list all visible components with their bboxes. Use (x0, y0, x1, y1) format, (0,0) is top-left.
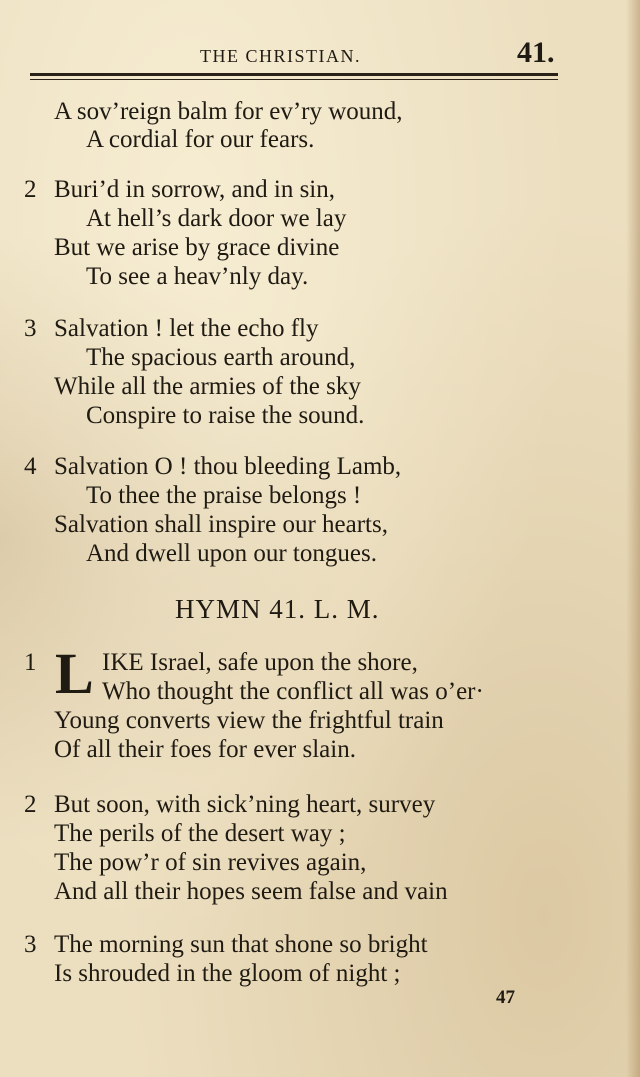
verse-line: Salvation ! let the echo fly (54, 315, 319, 342)
verse-line: To see a heav’nly day. (86, 263, 309, 290)
stanza-number: 3 (24, 931, 37, 958)
verse-line: But we arise by grace divine (54, 234, 340, 261)
verse-line: And all their hopes seem false and vain (54, 878, 448, 905)
verse-line: But soon, with sick’ning heart, survey (54, 791, 436, 818)
verse-line: A sov’reign balm for ev’ry wound, (54, 98, 403, 125)
stanza-number: 3 (24, 315, 37, 342)
stanza-number: 2 (24, 176, 37, 203)
stanza-number: 2 (24, 791, 37, 818)
verse-line: Buri’d in sorrow, and in sin, (54, 176, 335, 203)
verse-line: Is shrouded in the gloom of night ; (54, 960, 401, 987)
header-rule-thin (30, 79, 558, 80)
verse-line: The perils of the desert way ; (54, 820, 346, 847)
verse-line: The spacious earth around, (86, 344, 356, 371)
verse-line: While all the armies of the sky (54, 373, 361, 400)
verse-line: Young converts view the frightful train (54, 707, 444, 734)
verse-line: Salvation shall inspire our hearts, (54, 511, 388, 538)
verse-line: At hell’s dark door we lay (86, 205, 347, 232)
stanza-number: 1 (24, 649, 37, 676)
header-rule-thick (30, 73, 558, 76)
verse-line: IKE Israel, safe upon the shore, (102, 649, 418, 676)
stanza-number: 4 (24, 453, 37, 480)
verse-line: The morning sun that shone so bright (54, 931, 428, 958)
running-head (0, 36, 640, 76)
verse-line: The pow’r of sin revives again, (54, 849, 367, 876)
verse-line: And dwell upon our tongues. (86, 540, 377, 567)
signature-mark: 47 (496, 987, 515, 1008)
verse-line: To thee the praise belongs ! (86, 482, 362, 509)
verse-line: Salvation O ! thou bleeding Lamb, (54, 453, 402, 480)
page-number: 41. (517, 36, 555, 69)
running-head-title: THE CHRISTIAN. (200, 46, 361, 66)
drop-cap: L (55, 641, 94, 706)
verse-line: A cordial for our fears. (86, 126, 315, 153)
verse-line: Conspire to raise the sound. (86, 402, 365, 429)
verse-line: Of all their foes for ever slain. (54, 736, 356, 763)
hymn-title: HYMN 41. L. M. (175, 594, 380, 624)
verse-line: Who thought the conflict all was o’er· (102, 678, 484, 705)
page-edge-shadow (626, 0, 640, 1077)
